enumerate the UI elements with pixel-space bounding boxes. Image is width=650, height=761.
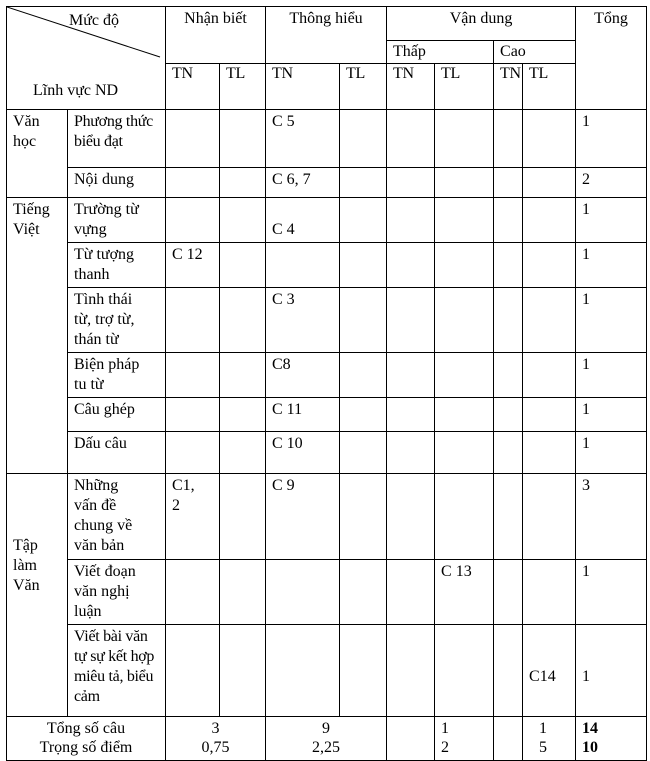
vdc-tl-cell (523, 288, 576, 353)
corner-header-cell (7, 7, 166, 110)
total-cell: 2 (576, 168, 647, 198)
total-cell: 1 (576, 198, 647, 243)
vdt-tl-cell (435, 398, 494, 432)
topic-cell: Biện pháp tu từ (68, 353, 166, 398)
nb-tn-header: TN (166, 64, 220, 110)
vdc-tl-cell (523, 474, 576, 560)
nb-tl-header: TL (220, 64, 266, 110)
field-header: Lĩnh vực ND (33, 82, 119, 99)
level-header: Mức độ (69, 12, 119, 29)
group-tieng-viet: Tiếng Việt (7, 198, 68, 474)
vdt-tl-cell (435, 353, 494, 398)
vdc-tl-cell (523, 243, 576, 288)
th-tn-cell (266, 243, 340, 288)
th-tn-cell: C 4 (266, 198, 340, 243)
vdt-tl-cell (435, 243, 494, 288)
low-level-header: Thấp (387, 41, 494, 64)
vdt-tl-header: TL (435, 64, 494, 110)
grand-totals: 14 10 (576, 717, 647, 761)
vdc-tn-header: TN (494, 64, 523, 110)
nb-tn-cell (166, 198, 220, 243)
total-cell: 1 (576, 110, 647, 168)
vdt-totals: 1 2 (435, 717, 494, 761)
nb-tn-cell: C1, 2 (166, 474, 220, 560)
th-tl-header: TL (340, 64, 387, 110)
total-cell: 1 (576, 625, 647, 717)
nb-tn-cell: C 12 (166, 243, 220, 288)
vdc-tl-cell (523, 398, 576, 432)
vdt-tl-cell (435, 625, 494, 717)
vdt-tl-cell (435, 198, 494, 243)
vdt-tl-cell: C 13 (435, 560, 494, 625)
th-tn-cell: C8 (266, 353, 340, 398)
th-tn-cell: C 10 (266, 432, 340, 474)
total-questions-label: Tổng số câu (46, 720, 126, 737)
nb-tn-cell (166, 288, 220, 353)
total-cell: 1 (576, 560, 647, 625)
th-tn-cell: C 5 (266, 110, 340, 168)
application-header: Vận dung (387, 7, 576, 41)
total-cell: 1 (576, 353, 647, 398)
high-level-header: Cao (494, 41, 576, 64)
vdt-tl-cell (435, 474, 494, 560)
topic-cell: Câu ghép (68, 398, 166, 432)
topic-cell: Nội dung (68, 168, 166, 198)
total-cell: 3 (576, 474, 647, 560)
nb-tn-cell (166, 168, 220, 198)
th-tn-cell: C 3 (266, 288, 340, 353)
th-tn-header: TN (266, 64, 340, 110)
nb-tn-cell (166, 432, 220, 474)
nb-totals: 3 0,75 (166, 717, 266, 761)
total-header: Tổng (576, 7, 647, 64)
total-cell: 1 (576, 288, 647, 353)
topic-cell: Những vấn đề chung về văn bản (68, 474, 166, 560)
topic-cell: Viết đoạn văn nghị luận (68, 560, 166, 625)
topic-cell: Trường từ vựng (68, 198, 166, 243)
nb-tn-cell (166, 560, 220, 625)
vdc-tl-cell (523, 432, 576, 474)
nb-tn-cell (166, 625, 220, 717)
vdt-tn-header: TN (387, 64, 435, 110)
total-cell: 1 (576, 432, 647, 474)
group-tap-lam-van: Tập làm Văn (7, 474, 68, 717)
total-cell: 1 (576, 398, 647, 432)
nb-tn-cell (166, 353, 220, 398)
th-tn-cell (266, 625, 340, 717)
score-weight-label: Trọng số điểm (39, 739, 133, 756)
vdt-tl-cell (435, 432, 494, 474)
comprehension-header: Thông hiểu (266, 7, 387, 64)
vdc-tl-cell (523, 198, 576, 243)
vdc-tl-cell (523, 168, 576, 198)
topic-cell: Dấu câu (68, 432, 166, 474)
vdc-tl-cell: C14 (523, 625, 576, 717)
totals-label (7, 717, 166, 761)
th-tn-cell (266, 560, 340, 625)
th-tn-cell: C 9 (266, 474, 340, 560)
total-sub-cell (576, 64, 647, 110)
exam-matrix-table (6, 6, 647, 761)
group-van-hoc: Văn học (7, 110, 68, 198)
vdt-tl-cell (435, 288, 494, 353)
th-tn-cell: C 6, 7 (266, 168, 340, 198)
vdt-tl-cell (435, 168, 494, 198)
vdc-totals: 1 5 (523, 717, 576, 761)
nb-tn-cell (166, 110, 220, 168)
th-tn-cell: C 11 (266, 398, 340, 432)
vdc-tl-header: TL (523, 64, 576, 110)
vdt-tl-cell (435, 110, 494, 168)
vdc-tl-cell (523, 560, 576, 625)
topic-cell: Tình thái từ, trợ từ, thán từ (68, 288, 166, 353)
topic-cell: Viết bài văn tự sự kết hợp miêu tả, biểu cảm (68, 625, 166, 717)
topic-cell: Phương thức biểu đạt (68, 110, 166, 168)
recognition-header: Nhận biết (166, 7, 266, 64)
nb-tn-cell (166, 398, 220, 432)
th-totals: 9 2,25 (266, 717, 387, 761)
total-cell: 1 (576, 243, 647, 288)
vdc-tl-cell (523, 353, 576, 398)
topic-cell: Từ tượng thanh (68, 243, 166, 288)
vdc-tl-cell (523, 110, 576, 168)
